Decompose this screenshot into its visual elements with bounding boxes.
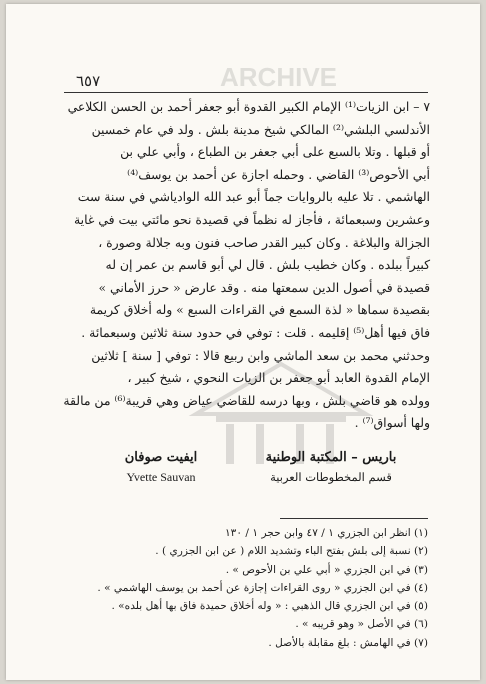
institution-signature xyxy=(256,448,406,486)
footnote: (٣) في ابن الجزري « أبي علي بن الأحوص » . xyxy=(225,563,428,576)
footnote: (٤) في ابن الجزري « روى القراءات إجازة عن أحمد بن يوسف الهاشمي » . xyxy=(97,581,428,594)
body-line: وحدثني محمد بن سعد الماشي وابن ربيع قالا : توفي [ سنة ] ثلاثين xyxy=(91,347,430,363)
footnotes xyxy=(97,524,428,652)
body-line: وعشرين وسبعمائة ، فأجاز له نظماً في قصيدة نحو مائتي بيت في غاية xyxy=(74,211,430,227)
institution-name: باريس – المكتبة الوطنية xyxy=(265,450,397,465)
body-line: ٧ – ابن الزيات⁽¹⁾ الإمام الكبير القدوة أبو جعفر أحمد بن الحسن الكلاعي xyxy=(67,99,430,114)
footnote: (٧) في الهامش : بلغ مقابلة بالأصل . xyxy=(268,636,428,649)
body-line: ولها أسواق⁽⁷⁾ . xyxy=(354,415,430,431)
body-line: قصيدة في أصول الدين سمعتها منه . وقد عارض « حرز الأماني » xyxy=(98,279,430,295)
page-number: ٦٥٧ xyxy=(76,72,101,90)
body-line: الأندلسي البلشي⁽²⁾ المالكي شيخ مدينة بلش . ولد في عام خمسين xyxy=(91,121,430,137)
document-page xyxy=(6,4,480,680)
body-line: الهاشمي . تلا عليه بالروايات جماً أبو عبد الله الوادياشي في سنة ست xyxy=(77,189,430,205)
body-line: وولده هو قاضي بلش ، وبها درسه للقاضي عياض وهي قريبة⁽⁶⁾ من مالقة xyxy=(63,392,430,408)
editor-name-latin: Yvette Sauvan xyxy=(126,470,196,484)
body-line: الجزالة والبلاغة . وكان كبير القدر صاحب فنون وبه جلالة وصورة ، xyxy=(98,234,430,250)
body-line: أبي الأحوص⁽³⁾ القاضي . وحمله اجازة عن أحمد بن يوسف⁽⁴⁾ xyxy=(127,166,430,182)
footnote: (١) انظر ابن الجزري ١ / ٤٧ وابن حجر ١ / ١٣٠ xyxy=(224,527,428,539)
watermark-top: ARCHIVE xyxy=(220,62,338,92)
footnote: (٥) في ابن الجزري قال الذهبي : « وله أخلاق حميدة فاق بها أهل بلده» . xyxy=(111,600,428,613)
body-line: كبيراً ببلده . وكان خطيب بلش . قال لي أبو قاسم بن عمر إن له xyxy=(105,257,430,273)
biography-entry xyxy=(62,96,430,435)
editor-name-arabic: ايفيت صوفان xyxy=(124,450,198,465)
body-line: الإمام القدوة العابد أبو جعفر بن الزيات النحوي ، شيخ كبير ، xyxy=(127,370,430,386)
header-rule xyxy=(64,92,428,93)
body-line: بقصيدة سماها « لذة السمع في القراءات السبع » وله أخلاق كريمة xyxy=(89,302,430,318)
body-line: أو قبلها . وتلا بالسبع على أبي جعفر بن الطباع ، وأبي علي بن xyxy=(120,144,430,160)
body-line: فاق فيها أهل⁽⁵⁾ إقليمه . قلت : توفي في حدود سنة ثلاثين وسبعمائة . xyxy=(81,324,430,340)
footnote-rule xyxy=(280,518,428,519)
footnote: (٦) في الأصل « وهو قريبه » . xyxy=(295,618,428,631)
signature-block xyxy=(86,448,406,494)
editor-signature xyxy=(86,448,236,486)
institution-department: قسم المخطوطات العربية xyxy=(270,470,392,484)
footnote: (٢) نسبة إلى بلش بفتح الباء وتشديد اللام ( عن ابن الجزري ) . xyxy=(155,545,428,558)
